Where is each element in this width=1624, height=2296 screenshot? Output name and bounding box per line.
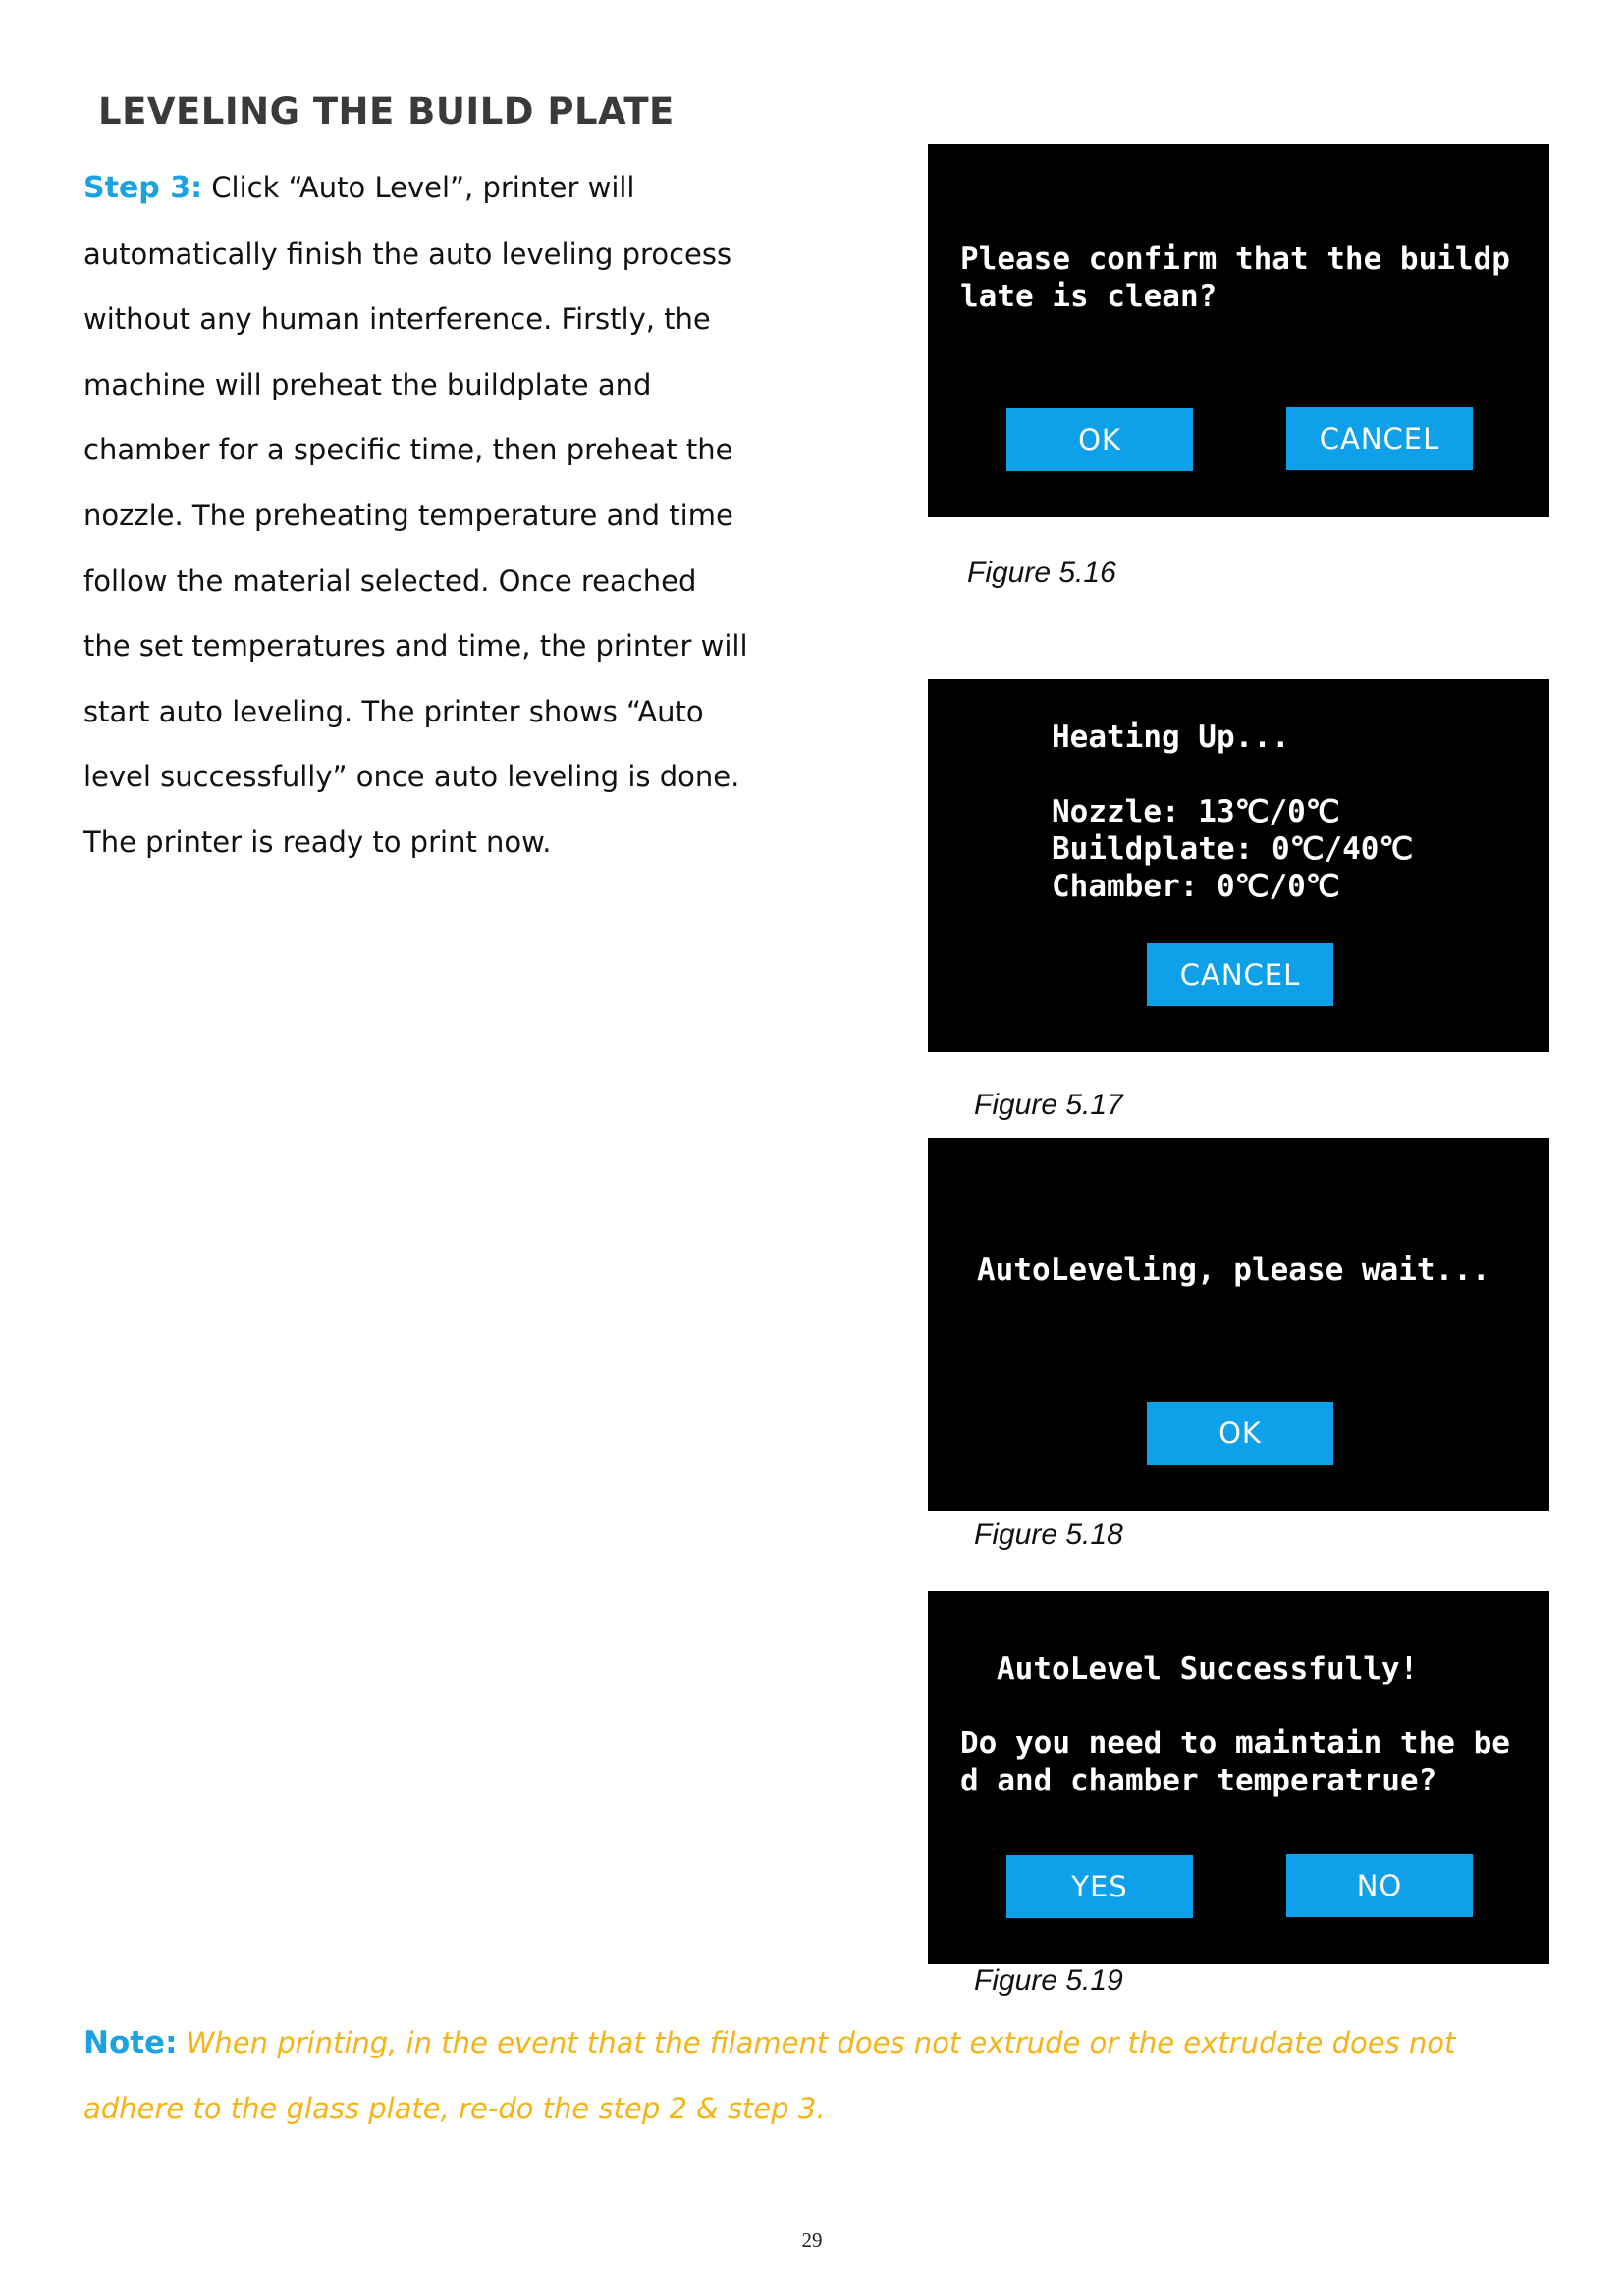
step-3-instructions [83,155,751,876]
figure-caption: Figure 5.18 [974,1519,1123,1551]
figure-caption: Figure 5.17 [974,1089,1123,1121]
note-text: When printing, in the event that the filament does not extrude or the extrudate does not adhere to the glass plate, re-do the step 2 & step 3. [83,2026,1456,2125]
screen-confirm-buildplate [928,144,1549,517]
screen-title: AutoLevel Successfully! [997,1651,1419,1686]
step-label: Step 3: [83,171,203,205]
step-text: Click “Auto Level”, printer will automatically finish the auto leveling process without any human interference. Firstly, the machine will preheat the buildplate and chamber for a specific time, then preheat the nozzle. The preheating temperature and time follow the material selected. Once reached the set temperatures and time, the printer will start auto leveling. The printer shows “Auto level successfully” once auto leveling is done. The printer is ready to print now. [83,171,748,859]
ok-button[interactable]: OK [1147,1402,1333,1465]
screen-message: AutoLeveling, please wait... [977,1253,1490,1288]
screen-message: Heating Up... Nozzle: 13℃/0℃ Buildplate: 0℃/40℃ Chamber: 0℃/0℃ [1052,720,1414,904]
yes-button[interactable]: YES [1006,1855,1193,1918]
cancel-button[interactable]: CANCEL [1147,943,1333,1006]
screen-heating-up [928,679,1549,1052]
screen-autolevel-success [928,1591,1549,1964]
no-button[interactable]: NO [1286,1854,1473,1917]
figure-caption: Figure 5.16 [967,557,1116,589]
note [83,2010,1556,2142]
ok-button[interactable]: OK [1006,408,1193,471]
page-heading: LEVELING THE BUILD PLATE [98,90,675,133]
page-number: 29 [801,2228,823,2252]
figure-caption: Figure 5.19 [974,1964,1123,1997]
cancel-button[interactable]: CANCEL [1286,407,1473,470]
screen-message: Do you need to maintain the be d and chamber temperatrue? [960,1726,1510,1798]
screen-autoleveling [928,1138,1549,1511]
note-label: Note: [83,2025,178,2060]
screen-message: Please confirm that the buildp late is clean? [960,241,1510,314]
